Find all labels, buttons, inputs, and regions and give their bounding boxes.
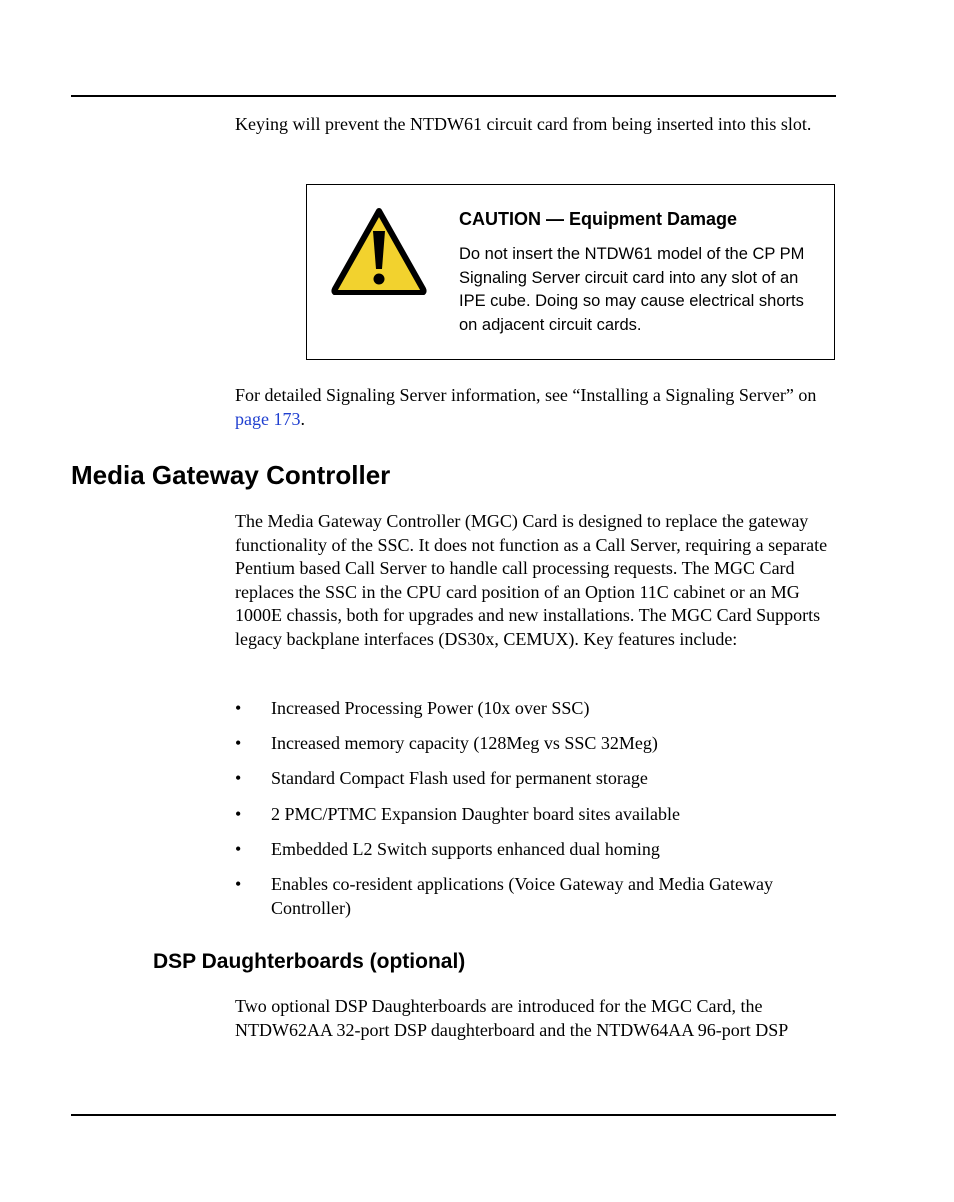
top-rule [71,95,836,97]
list-item: • Enables co-resident applications (Voice Gateway and Media Gateway Controller) [235,873,773,918]
bullet-icon: • [235,873,242,894]
subsection-paragraph: Two optional DSP Daughterboards are introduced for the MGC Card, the NTDW62AA 32-port DSP daughterboard and the NTDW64AA 96-port DSP [235,996,789,1040]
bullet-icon: • [235,698,242,718]
list-item: • Increased memory capacity (128Meg vs SSC 32Meg) [235,732,836,756]
list-item: • 2 PMC/PTMC Expansion Daughter board sites available [235,803,836,827]
subsection-heading: DSP Daughterboards (optional) [153,950,466,973]
list-item: • Standard Compact Flash used for permanent storage [235,767,836,791]
caution-title: CAUTION — Equipment Damage [459,209,738,229]
list-item: • Increased Processing Power (10x over SSC) [235,697,836,721]
reference-text: For detailed Signaling Server information, see “Installing a Signaling Server” on [235,385,817,405]
bullet-icon: • [235,838,242,859]
caution-box [306,184,835,360]
caution-text: Do not insert the NTDW61 model of the CP PM Signaling Server circuit card into any slot of an IPE cube. Doing so may cause electrical shorts on adjacent circuit cards. [459,245,805,334]
bullet-icon: • [235,803,242,824]
intro-paragraph: Keying will prevent the NTDW61 circuit card from being inserted into this slot. [235,114,812,134]
section-paragraph: The Media Gateway Controller (MGC) Card is designed to replace the gateway functionality of the SSC. It does not function as a Call Server, requiring a separate Pentium based Call Server to handle call processing requests. The MGC Card replaces the SSC in the CPU card position of an Option 11C cabinet or an MG 1000E chassis, both for upgrades and new installations. The MGC Card Supports legacy backplane interfaces (DS30x, CEMUX). Key features include: [235,511,828,649]
warning-triangle-icon [331,207,427,295]
reference-paragraph [235,384,836,431]
page-link[interactable]: page 173 [235,408,301,429]
feature-list [235,697,836,932]
section-heading: Media Gateway Controller [71,460,391,490]
bottom-rule [71,1114,836,1116]
bullet-icon: • [235,733,242,754]
list-item: • Embedded L2 Switch supports enhanced dual homing [235,838,836,862]
bullet-icon: • [235,768,242,789]
reference-end: . [300,408,305,429]
